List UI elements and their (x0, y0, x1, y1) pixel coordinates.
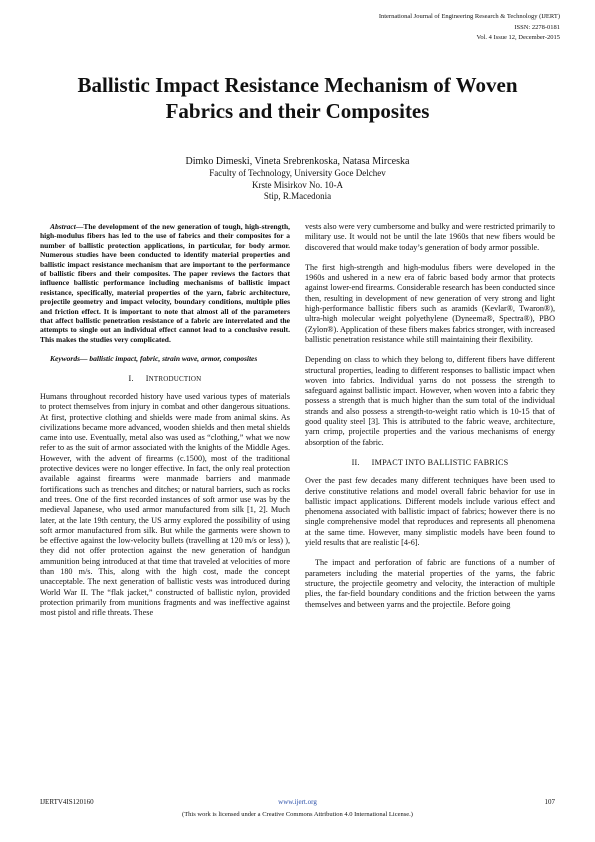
impact-paragraph-2: The impact and perforation of fabric are functions of a number of parameters including the material properties of the yarns, the fabric structure, the projectile geometry and velocity, the interaction of multiple plies, the far-field boundary conditions and the friction between the yarns themselves and between yarns and the projectile. Before going (305, 558, 555, 609)
intro-paragraph-3: Depending on class to which they belong to, different fibers have different structural properties, leading to different responses to ballistic impact when woven into fabrics. Individual yarns do not possess the strength to safeguard against ballistic impact. However, when woven into a fabric they possess a strength that is much higher than the sum total of the individual strands and also possess a strength-to-weight ratio which is 10-15 that of good quality steel [3]. This is attributed to the fabric weave, architecture, yarn crimp, projectile properties and the various mechanisms of energy absorption of the fabric. (305, 355, 555, 447)
paper-title (30, 72, 565, 124)
license-notice: (This work is licensed under a Creative Commons Attribution 4.0 International License.) (182, 811, 413, 818)
journal-link[interactable]: www.ijert.org (278, 798, 317, 806)
section-title-initial: I (145, 373, 149, 383)
journal-name: International Journal of Engineering Research & Technology (IJERT) (378, 13, 560, 20)
impact-paragraph-1: Over the past few decades many different techniques have been used to derive constitutive relations and model overall fabric behavior for use in ballistic impact applications. Different models include various effect and phenomena associated with ballistic impact of fabrics; however there is no single comprehensive model that reproduces and represents all phenomena at the same time. However, many simplistic models have been found to yield results that are realistic [4-6]. (305, 476, 555, 548)
paper-title-line1: Ballistic Impact Resistance Mechanism of Woven (77, 73, 518, 97)
affiliation-line2: Krste Misirkov No. 10-A (252, 179, 343, 190)
section-heading-introduction (40, 374, 290, 384)
right-column (305, 222, 555, 620)
left-column (40, 222, 290, 629)
paper-id: IJERTV4IS120160 (40, 798, 94, 806)
abstract-label: Abstract (50, 222, 76, 231)
intro-paragraph-1: Humans throughout recorded history have used various types of materials to protect themselves from injury in combat and other dangerous situations. At first, protective clothing and shields were made from animal skins. As civilizations became more advanced, wooden shields and then metal shields came into use. Eventually, metal also was used as “clothing,” what we now refer to as the suit of armor associated with the knights of the Middle Ages. However, with the advent of firearms (c.1500), most of the traditional protective devices were no longer effective. In fact, the only real protection available against firearms were manmade barriers and manmade fortifications such as trenches and ditches; or natural barriers, such as rocks and trees. One of the first recorded instances of soft armor use was by the medieval Japanese, who used armor manufactured from silk [1, 2]. Much later, at the late 19th century, the US army explored the possibility of using soft armor manufactured from silk. But while the garments were shown to be effective against the low-velocity bullets (travelling at 120 m/s or less) ), they did not offer protection against the new generation of handgun ammunition being introduced at that time that traveled at velocities of more than 180 m/s. This, along with the high cost, made the concept unacceptable. The next generation of ballistic vests was introduced during World War II. The “flak jacket,” constructed of ballistic nylon, provided protection primarily from munitions fragments and was ineffective against most pistol and rifle threats. These (40, 391, 290, 618)
intro-paragraph-1-continued: vests also were very cumbersome and bulky and were restricted primarily to military use. It would not be until the late 1960s that new fibers would be discovered that would make today’s generation of body armor possible. (305, 222, 555, 252)
keywords-text: ballistic impact, fabric, strain wave, armor, composites (87, 354, 258, 364)
affiliation-line1: Faculty of Technology, University Goce Delchev (209, 168, 386, 178)
section-heading-impact (305, 458, 555, 468)
page-number: 107 (544, 798, 555, 806)
section-number: II. (351, 457, 360, 467)
page-footer (40, 798, 555, 818)
author-names: Dimko Dimeski, Vineta Srebrenkoska, Natasa Mirceska (185, 156, 410, 167)
journal-header (160, 12, 560, 44)
journal-volume: Vol. 4 Issue 12, December-2015 (476, 34, 560, 41)
abstract (40, 222, 290, 344)
keywords (40, 354, 290, 363)
paper-title-line2: Fabrics and their Composites (165, 99, 430, 123)
section-title-rest: NTRODUCTION (148, 374, 202, 383)
author-block (40, 155, 555, 203)
journal-issn: ISSN: 2278-0181 (514, 23, 560, 31)
intro-paragraph-2: The first high-strength and high-modulus fibers were developed in the 1960s and ushered in a new era of fabric based body armor that protects against lower-end firearms. Considerable research has been conducted since then, resulting in development of new generation of very strong and light high-performance ballistic fibers such as aramids (Kevlar®, Twaron®), ultra-high molecular weight polyethylene (Dyneema®, Spectra®), PBO (Zylon®). Application of these fibers makes fabrics stronger, with increased ballistic penetration resistance while still maintaining their flexibility. (305, 262, 555, 344)
section-number: I. (128, 373, 134, 383)
section-title: IMPACT INTO BALLISTIC FABRICS (371, 457, 509, 467)
keywords-label: Keywords— (50, 354, 88, 364)
abstract-text: —The development of the new generation of tough, high-strength, high-modulus fibers has led to the use of fabrics and their composites for a number of ballistic protection applications, in particular, for body armor. Numerous studies have been conducted to identify material properties and ballistic impact resistance mechanism that are important to the performance of ballistic fibers and their composites. The paper reviews the factors that influence ballistic performance including mechanisms of ballistic impact resistance, specifically, material properties of the yarn, fabric architecture, projectile geometry and impact velocity, boundary conditions, multiple plies and friction effect. It is important to note that almost all of the parameters that affect ballistic penetration resistance of a fabric are interrelated and the attempts to single out an individual effect cannot lead to a conclusive result. This makes the studies very complicated. (40, 222, 290, 344)
affiliation-line3: Stip, R.Macedonia (263, 191, 332, 201)
